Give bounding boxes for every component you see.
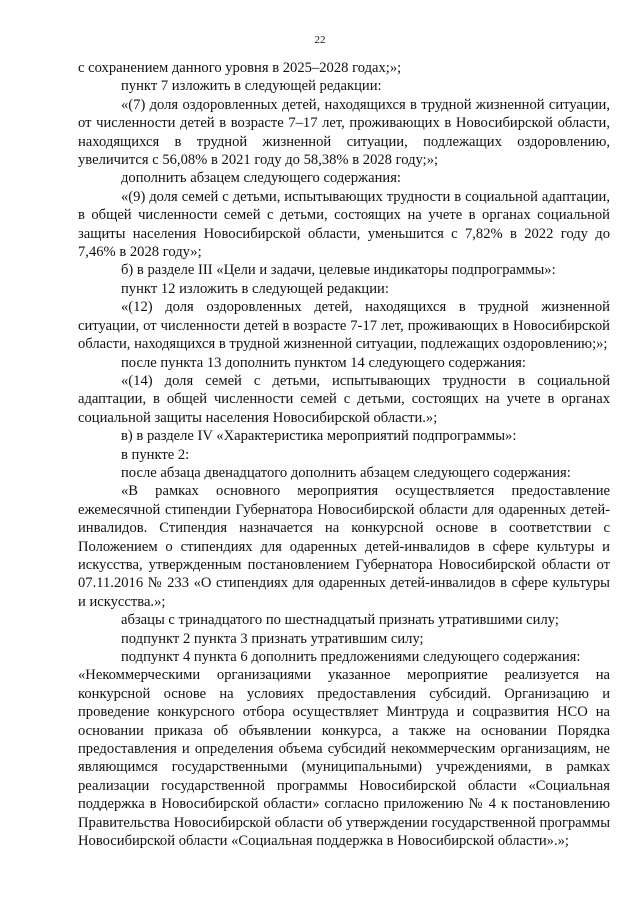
paragraph: в) в разделе IV «Характеристика мероприятий подпрограммы»:: [121, 428, 517, 445]
paragraph: пункт 12 изложить в следующей редакции:: [121, 280, 389, 297]
paragraph: «(14) доля семей с детьми, испытывающих трудности в социальной адаптации, в общей численности семей с детьми, состоящих на учете в органах социальной защиты населения Новосибирской области.»;: [78, 372, 610, 426]
paragraph: после пункта 13 дополнить пунктом 14 следующего содержания:: [121, 354, 526, 371]
paragraph: подпункт 2 пункта 3 признать утратившим силу;: [121, 630, 424, 647]
document-body: [78, 59, 610, 850]
paragraph: в пункте 2:: [121, 446, 190, 463]
paragraph: дополнить абзацем следующего содержания:: [121, 170, 401, 187]
paragraph: абзацы с тринадцатого по шестнадцатый признать утратившими силу;: [121, 612, 559, 629]
paragraph: «В рамках основного мероприятия осуществляется предоставление ежемесячной стипендии Губернатора Новосибирской области для одаренных детей-инвалидов. Стипендия назначается на конкурсной основе в соответствии с Положением о стипендиях для одаренных детей-инвалидов в сфере культуры и искусства, утвержденным постановлением Губернатора Новосибирской области от 07.11.2016 № 233 «О стипендиях для одаренных детей-инвалидов в сфере культуры и искусства.»;: [78, 483, 610, 610]
paragraph: «(9) доля семей с детьми, испытывающих трудности в социальной адаптации, в общей численности семей с детьми, состоящих на учете в органах социальной защиты населения Новосибирской области, уменьшится с 7,82% в 2022 году до 7,46% в 2028 году»;: [78, 188, 610, 261]
paragraph: с сохранением данного уровня в 2025–2028 годах;»;: [78, 60, 402, 76]
page-number: 22: [314, 34, 326, 46]
paragraph: «(12) доля оздоровленных детей, находящихся в трудной жизненной ситуации, от численности детей в возрасте 7-17 лет, проживающих в Новосибирской области, находящихся в трудной жизненной ситуации, подлежащих оздоровлению;»;: [78, 299, 610, 353]
paragraph: после абзаца двенадцатого дополнить абзацем следующего содержания:: [121, 464, 571, 481]
paragraph: «(7) доля оздоровленных детей, находящихся в трудной жизненной ситуации, от численности детей в возрасте 7–17 лет, проживающих в Новосибирской области, находящихся в трудной жизненной ситуации, подлежащих оздоровлению, увеличится с 56,08% в 2021 году до 58,38% в 2028 году;»;: [78, 96, 610, 169]
paragraph: пункт 7 изложить в следующей редакции:: [121, 78, 382, 95]
paragraph: б) в разделе III «Цели и задачи, целевые индикаторы подпрограммы»:: [121, 262, 556, 279]
paragraph: подпункт 4 пункта 6 дополнить предложениями следующего содержания:: [121, 649, 581, 665]
paragraph: «Некоммерческими организациями указанное мероприятие реализуется на конкурсной основе на условиях предоставления субсидий. Организацию и проведение конкурсного отбора осуществляет Минтруда и соцразвития НСО на основании приказа об объявлении конкурса, а также на основании Порядка предоставления и определения объема субсидий некоммерческим организациям, не являющимся государственными (муниципальными) учреждениями, в рамках реализации государственной программы Новосибирской области «Социальная поддержка в Новосибирской области» согласно приложению № 4 к постановлению Правительства Новосибирской области об утверждении государственной программы Новосибирской области «Социальная поддержка в Новосибирской области».»;: [78, 667, 610, 850]
